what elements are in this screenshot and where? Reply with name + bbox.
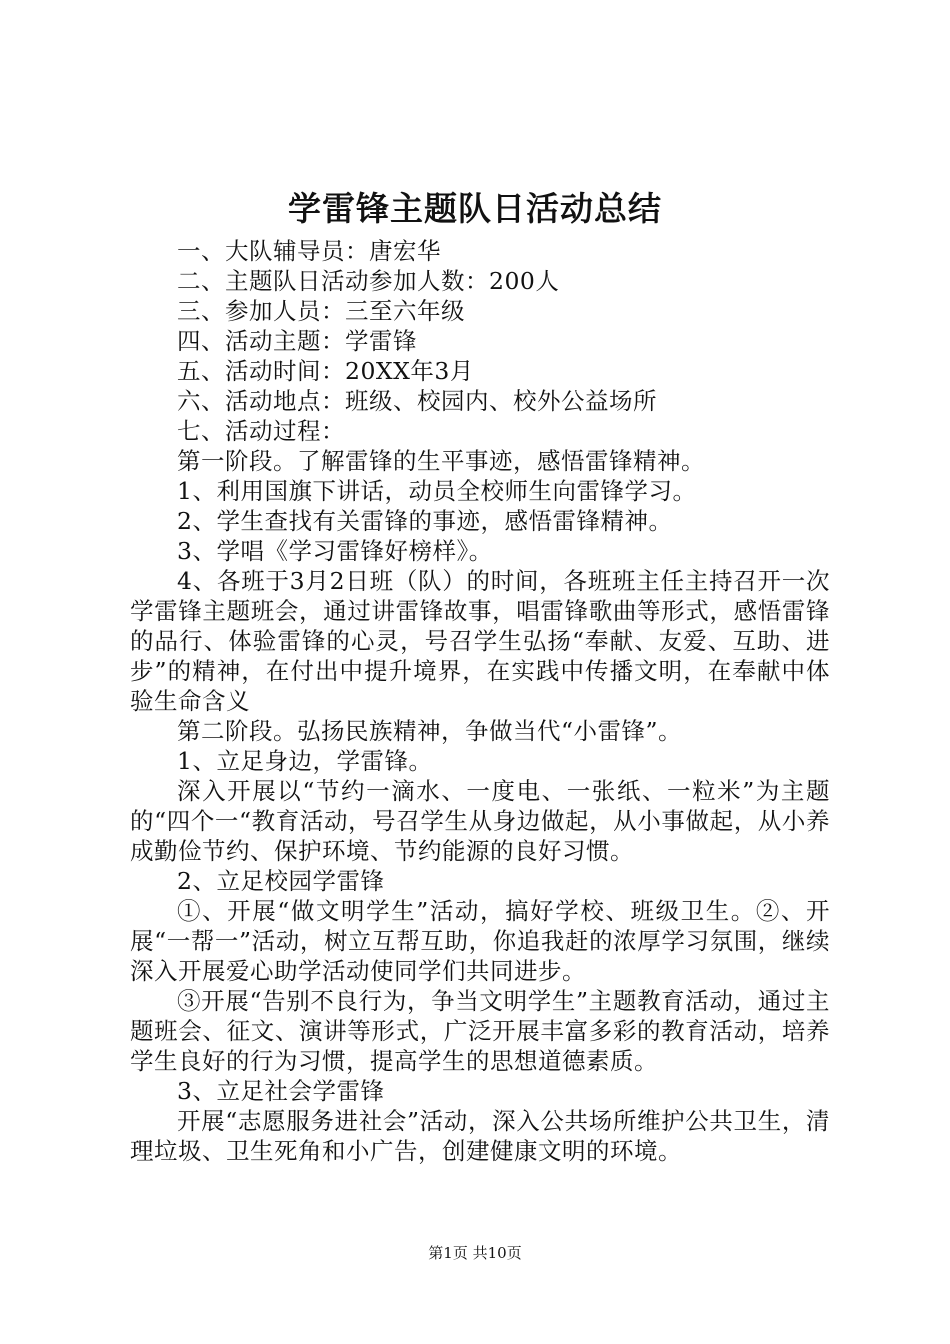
document-title: 学雷锋主题队日活动总结 bbox=[288, 189, 662, 228]
paragraph-stage-two-item-2: 2、立足校园学雷锋 bbox=[177, 867, 385, 895]
document-body bbox=[130, 236, 830, 1166]
paragraph-stage-one-item-3: 3、学唱《学习雷锋好榜样》。 bbox=[177, 537, 493, 565]
paragraph-theme: 四、活动主题：学雷锋 bbox=[177, 327, 417, 355]
paragraph-participant-count: 二、主题队日活动参加人数：200人 bbox=[177, 267, 560, 295]
page-footer: 第1页 共10页 bbox=[428, 1244, 522, 1262]
paragraph-stage-one-item-1: 1、利用国旗下讲话，动员全校师生向雷锋学习。 bbox=[177, 477, 697, 505]
paragraph-location: 六、活动地点：班级、校园内、校外公益场所 bbox=[177, 387, 657, 415]
paragraph-counselor: 一、大队辅导员：唐宏华 bbox=[177, 237, 441, 265]
paragraph-stage-one-item-4: 4、各班于3月2日班（队）的时间，各班班主任主持召开一次学雷锋主题班会，通过讲雷锋故事，唱雷锋歌曲等形式，感悟雷锋的品行、体验雷锋的心灵，号召学生弘扬“奉献、友爱、互助、进步”的精神，在付出中提升境界，在实践中传播文明，在奉献中体验生命含义 bbox=[130, 567, 830, 715]
paragraph-stage-two-item-2-detail-a: ①、开展“做文明学生”活动，搞好学校、班级卫生。②、开展“一帮一”活动，树立互帮互助，你追我赶的浓厚学习氛围，继续深入开展爱心助学活动使同学们共同进步。 bbox=[130, 897, 830, 985]
paragraph-stage-one: 第一阶段。了解雷锋的生平事迹，感悟雷锋精神。 bbox=[177, 447, 705, 475]
paragraph-stage-two: 第二阶段。弘扬民族精神，争做当代“小雷锋”。 bbox=[177, 717, 683, 745]
paragraph-stage-two-item-3: 3、立足社会学雷锋 bbox=[177, 1077, 385, 1105]
paragraph-participants: 三、参加人员：三至六年级 bbox=[177, 297, 465, 325]
paragraph-stage-two-item-3-detail: 开展“志愿服务进社会”活动，深入公共场所维护公共卫生，清理垃圾、卫生死角和小广告，创建健康文明的环境。 bbox=[130, 1107, 830, 1165]
paragraph-stage-one-item-2: 2、学生查找有关雷锋的事迹，感悟雷锋精神。 bbox=[177, 507, 673, 535]
paragraph-time: 五、活动时间：20XX年3月 bbox=[177, 357, 474, 385]
paragraph-stage-two-item-1: 1、立足身边，学雷锋。 bbox=[177, 747, 433, 775]
paragraph-process-heading: 七、活动过程： bbox=[177, 417, 345, 445]
paragraph-stage-two-item-1-detail: 深入开展以“节约一滴水、一度电、一张纸、一粒米”为主题的“四个一“教育活动，号召学生从身边做起，从小事做起，从小养成勤俭节约、保护环境、节约能源的良好习惯。 bbox=[130, 777, 830, 865]
paragraph-stage-two-item-2-detail-b: ③开展“告别不良行为，争当文明学生”主题教育活动，通过主题班会、征文、演讲等形式，广泛开展丰富多彩的教育活动，培养学生良好的行为习惯，提高学生的思想道德素质。 bbox=[130, 987, 830, 1075]
